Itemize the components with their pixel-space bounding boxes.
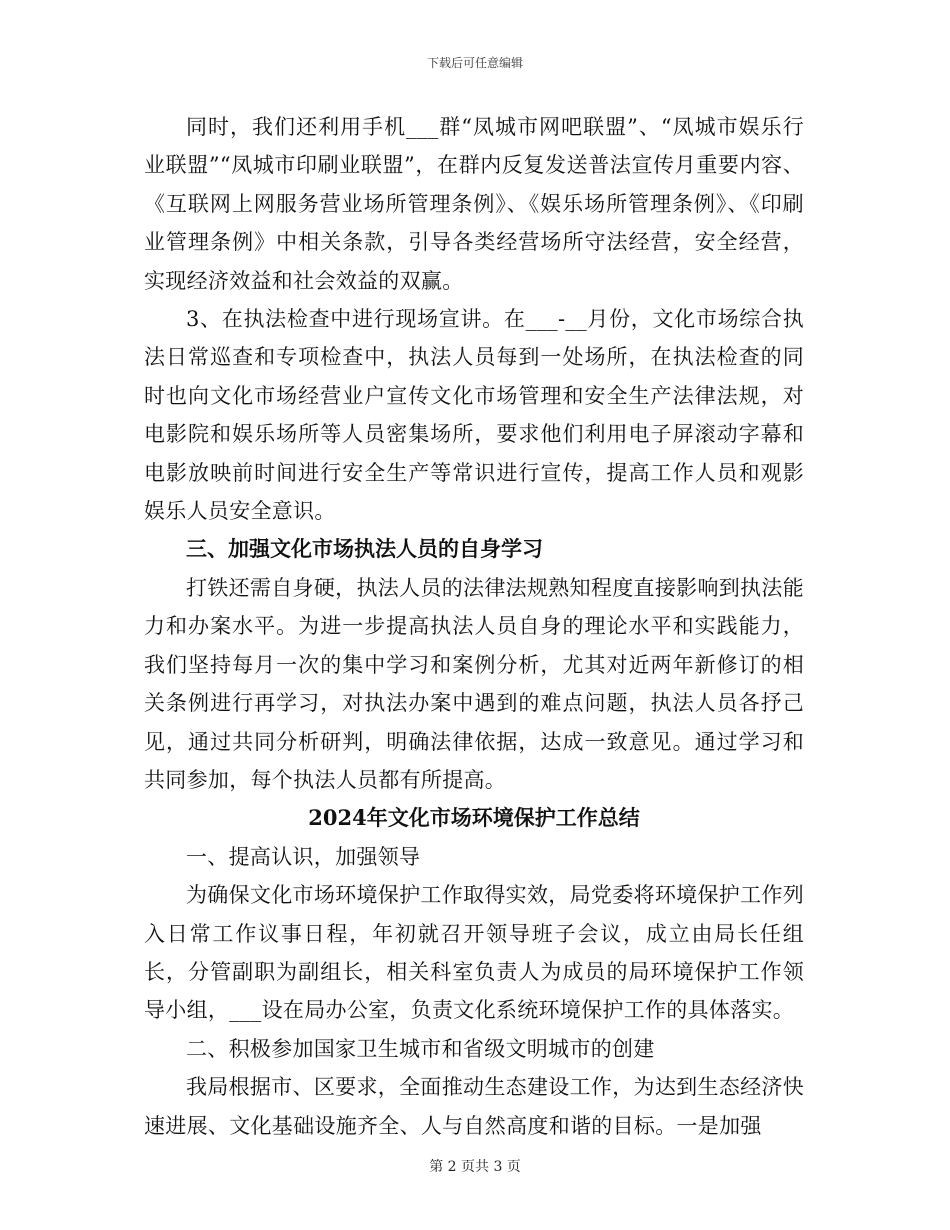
section-heading-city-creation: 二、积极参加国家卫生城市和省级文明城市的创建 (186, 1036, 655, 1061)
header-note: 下载后可任意编辑 (426, 56, 523, 70)
paragraph-wechat-groups: 同时，我们还利用手机___群“凤城市网吧联盟”、“凤城市娱乐行业联盟”“凤城市印刷业联盟”，在群内反复发送普法宣传月重要内容、《互联网上网服务营业场所管理条例》、《娱乐场所管理条例》、《印刷业管理条例》中相关条款，引导各类经营场所守法经营，安全经营，实现经济效益和社会效益的双赢。 (144, 115, 804, 293)
document-title: 2024年文化市场环境保护工作总结 (308, 805, 640, 831)
paragraph-leadership: 为确保文化市场环境保护工作取得实效，局党委将环境保护工作列入日常工作议事日程，年初就召开领导班子会议，成立由局长任组长，分管副职为副组长，相关科室负责人为成员的局环境保护工作领导小组，___设在局办公室，负责文化系统环境保护工作的具体落实。 (144, 883, 804, 1023)
section-heading-leadership: 一、提高认识，加强领导 (186, 844, 421, 869)
document-body (144, 108, 804, 1145)
paragraph-self-study: 打铁还需自身硬，执法人员的法律法规熟知程度直接影响到执法能力和办案水平。为进一步提高执法人员自身的理论水平和实践能力，我们坚持每月一次的集中学习和案例分析，尤其对近两年新修订的相关条例进行再学习，对执法办案中遇到的难点问题，执法人员各抒己见，通过共同分析研判，明确法律依据，达成一致意见。通过学习和共同参加，每个执法人员都有所提高。 (144, 575, 804, 792)
section-heading-self-study: 三、加强文化市场执法人员的自身学习 (186, 536, 543, 562)
paragraph-onsite-promotion: 3、在执法检查中进行现场宣讲。在___-__月份，文化市场综合执法日常巡查和专项检查中，执法人员每到一处场所，在执法检查的同时也向文化市场经营业户宣传文化市场管理和安全生产法律法规，对电影院和娱乐场所等人员密集场所，要求他们利用电子屏滚动字幕和电影放映前时间进行安全生产等常识进行宣传，提高工作人员和观影娱乐人员安全意识。 (144, 307, 804, 524)
page-number: 第 2 页共 3 页 (429, 1159, 521, 1175)
paragraph-ecology: 我局根据市、区要求，全面推动生态建设工作，为达到生态经济快速进展、文化基础设施齐全、人与自然高度和谐的目标。一是加强 (144, 1075, 804, 1138)
